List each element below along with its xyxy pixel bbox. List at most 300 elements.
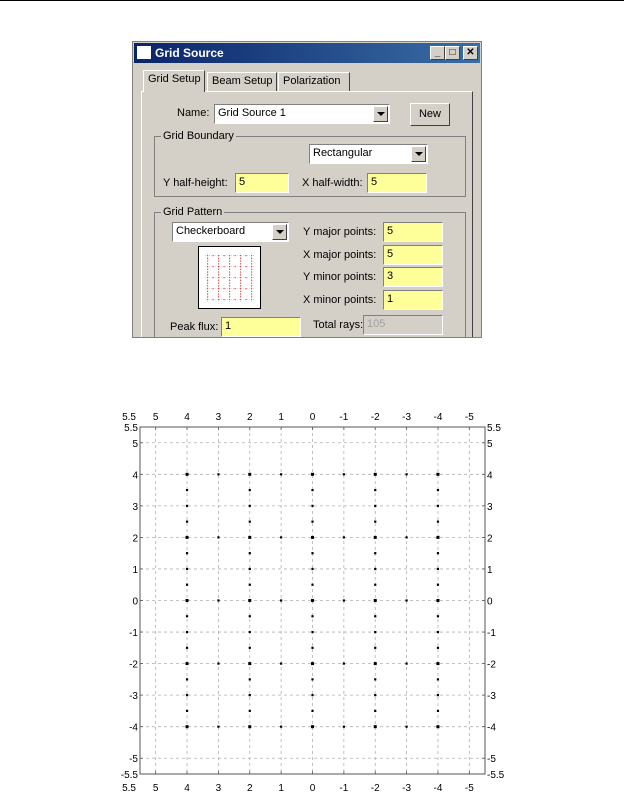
ray-point xyxy=(186,725,189,728)
y-tick-label-right: -5.5 xyxy=(487,770,505,781)
ray-point xyxy=(249,647,251,649)
ray-point xyxy=(374,568,376,570)
preview-point xyxy=(218,277,219,278)
ray-point xyxy=(405,473,407,475)
preview-point xyxy=(229,274,230,275)
app-icon xyxy=(137,46,151,59)
window-title: Grid Source xyxy=(155,46,224,60)
preview-point xyxy=(229,294,230,295)
ray-point xyxy=(186,584,188,586)
x-tick-label-top: -4 xyxy=(433,412,443,423)
preview-point xyxy=(229,272,230,273)
preview-point xyxy=(251,285,252,286)
preview-point xyxy=(235,277,236,278)
ray-point xyxy=(311,489,313,491)
ray-point xyxy=(405,599,407,601)
x-major-label: X major points: xyxy=(303,249,377,261)
ray-point xyxy=(343,473,345,475)
ray-point xyxy=(186,521,188,523)
preview-point xyxy=(207,291,208,292)
ray-point xyxy=(248,473,251,476)
preview-point xyxy=(240,285,241,286)
preview-point xyxy=(218,274,219,275)
preview-point xyxy=(240,274,241,275)
ray-point xyxy=(186,631,188,633)
y-half-height-label: Y half-height: xyxy=(163,177,228,189)
ray-point xyxy=(437,489,439,491)
y-tick-label-left: 5 xyxy=(132,438,138,450)
preview-point xyxy=(207,269,208,270)
ray-point xyxy=(374,599,377,602)
ray-point xyxy=(186,678,188,680)
ray-grid-plot xyxy=(110,405,520,797)
preview-point xyxy=(240,296,241,297)
preview-point xyxy=(251,294,252,295)
preview-point xyxy=(213,255,214,256)
ray-point xyxy=(343,536,345,538)
ray-point xyxy=(280,473,282,475)
x-tick-label-bottom: -2 xyxy=(370,783,380,794)
preview-point xyxy=(218,285,219,286)
tab-grid-setup[interactable]: Grid Setup xyxy=(143,70,205,92)
y-tick-label-right: 1 xyxy=(487,564,493,576)
ray-point xyxy=(217,599,219,601)
ray-point xyxy=(374,473,377,476)
ray-point xyxy=(374,662,377,665)
ray-point xyxy=(436,473,439,476)
x-tick-label-top: 4 xyxy=(184,412,190,423)
ray-point xyxy=(249,584,251,586)
x-tick-label-top: 2 xyxy=(246,412,253,423)
ray-point xyxy=(437,615,439,617)
preview-point xyxy=(224,255,225,256)
pattern-dropdown[interactable] xyxy=(172,222,289,242)
pattern-preview-graphic xyxy=(199,247,260,308)
x-tick-label-bottom: 5 xyxy=(152,783,159,794)
preview-point xyxy=(218,261,219,262)
ray-point xyxy=(437,678,439,680)
ray-point xyxy=(249,678,251,680)
x-tick-label-top: 3 xyxy=(215,412,222,423)
preview-point xyxy=(240,283,241,284)
preview-point xyxy=(224,288,225,289)
preview-point xyxy=(240,258,241,259)
x-tick-label-bottom: -4 xyxy=(433,783,443,794)
y-tick-label-left: -1 xyxy=(129,628,138,640)
y-tick-label-left: -5 xyxy=(129,754,138,766)
preview-point xyxy=(224,299,225,300)
y-tick-label-left: -3 xyxy=(129,691,138,703)
preview-point xyxy=(229,299,230,300)
ray-point xyxy=(249,505,251,507)
ray-point xyxy=(186,599,189,602)
ray-point xyxy=(311,599,314,602)
ray-point xyxy=(186,710,188,712)
x-tick-label-bottom: -1 xyxy=(339,783,349,794)
preview-point xyxy=(229,263,230,264)
preview-point xyxy=(235,266,236,267)
ray-point xyxy=(248,599,251,602)
preview-point xyxy=(235,255,236,256)
ray-point xyxy=(186,489,188,491)
preview-point xyxy=(207,288,208,289)
preview-point xyxy=(218,269,219,270)
x-tick-label-bottom: -5 xyxy=(464,783,474,794)
preview-point xyxy=(251,280,252,281)
preview-point xyxy=(218,258,219,259)
preview-point xyxy=(207,272,208,273)
preview-point xyxy=(251,261,252,262)
ray-point xyxy=(437,631,439,633)
ray-point xyxy=(311,678,313,680)
ray-point xyxy=(405,662,407,664)
preview-point xyxy=(229,255,230,256)
y-tick-label-left: 0 xyxy=(132,596,138,608)
ray-point xyxy=(437,568,439,570)
ray-point xyxy=(217,473,219,475)
x-tick-label-top: -1 xyxy=(339,412,349,423)
ray-point xyxy=(437,710,439,712)
ray-point xyxy=(374,505,376,507)
preview-point xyxy=(218,299,219,300)
ray-point xyxy=(437,521,439,523)
ray-point xyxy=(437,552,439,554)
y-tick-label-right: 5 xyxy=(487,438,493,450)
preview-point xyxy=(229,280,230,281)
preview-point xyxy=(235,288,236,289)
x-tick-label-bottom: 2 xyxy=(246,783,253,794)
y-tick-label-left: 4 xyxy=(132,470,138,482)
preview-point xyxy=(240,269,241,270)
ray-point xyxy=(437,505,439,507)
preview-point xyxy=(229,277,230,278)
name-value: Grid Source 1 xyxy=(218,107,286,119)
preview-point xyxy=(251,296,252,297)
ray-point xyxy=(186,536,189,539)
preview-point xyxy=(218,291,219,292)
preview-point xyxy=(229,285,230,286)
ray-point xyxy=(405,536,407,538)
preview-point xyxy=(246,288,247,289)
preview-point xyxy=(229,261,230,262)
y-tick-label-left: -5.5 xyxy=(120,770,138,781)
preview-point xyxy=(251,272,252,273)
preview-point xyxy=(240,261,241,262)
close-icon[interactable]: ✕ xyxy=(463,46,478,60)
y-tick-label-left: 3 xyxy=(132,501,138,513)
preview-point xyxy=(218,296,219,297)
preview-point xyxy=(224,277,225,278)
preview-point xyxy=(207,266,208,267)
preview-point xyxy=(251,291,252,292)
ray-point xyxy=(249,521,251,523)
ray-point xyxy=(343,599,345,601)
ray-point xyxy=(311,615,313,617)
y-tick-label-right: 5.5 xyxy=(487,423,501,434)
preview-point xyxy=(240,255,241,256)
preview-point xyxy=(229,258,230,259)
preview-point xyxy=(229,266,230,267)
preview-point xyxy=(240,294,241,295)
ray-point xyxy=(311,536,314,539)
ray-point xyxy=(374,521,376,523)
preview-point xyxy=(207,283,208,284)
preview-point xyxy=(207,255,208,256)
preview-point xyxy=(213,288,214,289)
ray-point xyxy=(311,521,313,523)
maximize-icon[interactable]: □ xyxy=(445,46,460,60)
ray-point xyxy=(311,725,314,728)
x-tick-label-bottom: 3 xyxy=(215,783,222,794)
y-tick-label-left: -4 xyxy=(129,722,138,734)
x-tick-label-bottom: 5.5 xyxy=(122,783,136,794)
ray-point xyxy=(249,631,251,633)
ray-point xyxy=(280,599,282,601)
x-tick-label-top: 1 xyxy=(278,412,284,423)
grid-source-window xyxy=(132,41,482,338)
x-tick-label-top: 0 xyxy=(309,412,316,423)
preview-point xyxy=(251,283,252,284)
preview-point xyxy=(218,288,219,289)
preview-point xyxy=(251,255,252,256)
y-tick-label-right: 2 xyxy=(487,533,493,545)
x-tick-label-bottom: 4 xyxy=(184,783,190,794)
preview-point xyxy=(218,272,219,273)
ray-point xyxy=(248,536,251,539)
ray-point xyxy=(249,552,251,554)
peak-flux-field[interactable]: 1 xyxy=(221,317,301,337)
ray-point xyxy=(311,694,313,696)
ray-point xyxy=(436,662,439,665)
preview-point xyxy=(240,277,241,278)
ray-point xyxy=(405,726,407,728)
ray-point xyxy=(186,568,188,570)
ray-point xyxy=(374,584,376,586)
ray-point xyxy=(311,631,313,633)
y-half-height-field[interactable]: 5 xyxy=(235,173,289,193)
name-label: Name: xyxy=(177,107,210,119)
preview-point xyxy=(229,269,230,270)
ray-point xyxy=(437,647,439,649)
new-button[interactable]: New xyxy=(410,103,450,126)
ray-point xyxy=(374,725,377,728)
x-minor-label: X minor points: xyxy=(303,294,377,306)
preview-point xyxy=(207,277,208,278)
ray-point xyxy=(374,647,376,649)
ray-point xyxy=(374,678,376,680)
preview-point xyxy=(240,291,241,292)
ray-point xyxy=(248,662,251,665)
preview-point xyxy=(251,258,252,259)
preview-point xyxy=(218,280,219,281)
x-tick-label-top: -2 xyxy=(370,412,380,423)
ray-point xyxy=(311,584,313,586)
preview-point xyxy=(240,272,241,273)
preview-point xyxy=(235,299,236,300)
total-rays-label: Total rays: xyxy=(313,319,364,331)
ray-point xyxy=(436,725,439,728)
y-tick-label-right: -3 xyxy=(487,691,496,703)
ray-point xyxy=(186,662,189,665)
minimize-icon[interactable]: _ xyxy=(430,46,445,60)
preview-point xyxy=(251,277,252,278)
preview-point xyxy=(240,299,241,300)
preview-point xyxy=(240,280,241,281)
ray-point xyxy=(280,536,282,538)
ray-point xyxy=(249,694,251,696)
y-minor-field[interactable]: 3 xyxy=(383,267,443,287)
x-tick-label-bottom: -3 xyxy=(402,783,412,794)
preview-point xyxy=(218,294,219,295)
grid-pattern-label: Grid Pattern xyxy=(163,206,223,218)
ray-point xyxy=(311,647,313,649)
ray-point xyxy=(186,505,188,507)
chevron-down-icon[interactable] xyxy=(373,106,388,122)
grid-boundary-group xyxy=(154,130,466,197)
ray-point xyxy=(249,710,251,712)
name-dropdown[interactable] xyxy=(214,104,390,124)
y-minor-label: Y minor points: xyxy=(303,271,377,283)
ray-point xyxy=(374,710,376,712)
x-major-field[interactable]: 5 xyxy=(383,245,443,265)
preview-point xyxy=(213,266,214,267)
ray-point xyxy=(374,552,376,554)
x-tick-label-bottom: 1 xyxy=(278,783,284,794)
ray-point xyxy=(186,473,189,476)
ray-point xyxy=(374,631,376,633)
y-tick-label-left: 2 xyxy=(132,533,138,545)
ray-point xyxy=(311,710,313,712)
peak-flux-label: Peak flux: xyxy=(170,321,219,333)
grid-boundary-label: Grid Boundary xyxy=(163,130,234,142)
grid-setup-panel xyxy=(141,91,473,338)
title-bar[interactable] xyxy=(134,43,480,63)
ray-point xyxy=(217,726,219,728)
preview-point xyxy=(251,266,252,267)
preview-point xyxy=(207,258,208,259)
ray-point xyxy=(374,694,376,696)
y-major-label: Y major points: xyxy=(303,226,377,238)
ray-point xyxy=(437,694,439,696)
preview-point xyxy=(207,285,208,286)
preview-point xyxy=(207,299,208,300)
preview-point xyxy=(207,261,208,262)
preview-point xyxy=(246,266,247,267)
tab-polarization[interactable]: Polarization xyxy=(278,72,350,91)
ray-point xyxy=(311,568,313,570)
tab-beam-setup[interactable]: Beam Setup xyxy=(207,72,277,91)
ray-point xyxy=(249,489,251,491)
preview-point xyxy=(251,299,252,300)
x-tick-label-bottom: 0 xyxy=(309,783,316,794)
ray-point xyxy=(217,662,219,664)
preview-point xyxy=(229,283,230,284)
ray-point xyxy=(311,662,314,665)
ray-point xyxy=(374,489,376,491)
x-tick-label-top: 5.5 xyxy=(122,412,136,423)
ray-point xyxy=(436,536,439,539)
y-tick-label-right: -4 xyxy=(487,722,496,734)
preview-point xyxy=(218,255,219,256)
preview-point xyxy=(207,263,208,264)
boundary-shape-dropdown[interactable] xyxy=(309,144,428,164)
preview-point xyxy=(207,274,208,275)
x-tick-label-top: -3 xyxy=(402,412,412,423)
preview-point xyxy=(240,266,241,267)
preview-point xyxy=(218,263,219,264)
x-half-width-field[interactable]: 5 xyxy=(367,173,427,193)
ray-point xyxy=(436,599,439,602)
x-minor-field[interactable]: 1 xyxy=(383,290,443,310)
y-major-field[interactable]: 5 xyxy=(383,222,443,242)
ray-point xyxy=(311,505,313,507)
grid-pattern-group xyxy=(154,206,466,338)
preview-point xyxy=(218,283,219,284)
y-tick-label-right: -2 xyxy=(487,659,496,671)
ray-point xyxy=(437,584,439,586)
ray-point xyxy=(186,647,188,649)
chevron-down-icon[interactable] xyxy=(272,224,287,240)
x-tick-label-top: -5 xyxy=(464,412,474,423)
chevron-down-icon[interactable] xyxy=(411,146,426,162)
page-top-rule xyxy=(0,0,624,1)
y-tick-label-left: -2 xyxy=(129,659,138,671)
preview-point xyxy=(246,255,247,256)
preview-point xyxy=(251,288,252,289)
x-tick-label-top: 5 xyxy=(152,412,159,423)
ray-point xyxy=(311,552,313,554)
preview-point xyxy=(240,288,241,289)
preview-point xyxy=(240,263,241,264)
preview-point xyxy=(251,269,252,270)
ray-point xyxy=(343,726,345,728)
preview-point xyxy=(251,274,252,275)
pattern-preview xyxy=(198,246,261,309)
y-tick-label-right: 0 xyxy=(487,596,493,608)
y-tick-label-right: -5 xyxy=(487,754,496,766)
total-rays-field: 105 xyxy=(363,315,443,335)
ray-point xyxy=(311,473,314,476)
ray-point xyxy=(186,552,188,554)
preview-point xyxy=(229,296,230,297)
y-tick-label-right: -1 xyxy=(487,628,496,640)
y-tick-label-left: 5.5 xyxy=(124,423,138,434)
preview-point xyxy=(251,263,252,264)
preview-point xyxy=(213,299,214,300)
preview-point xyxy=(246,299,247,300)
x-half-width-label: X half-width: xyxy=(302,177,363,189)
ray-point xyxy=(374,536,377,539)
ray-point xyxy=(280,726,282,728)
ray-point xyxy=(249,615,251,617)
ray-point xyxy=(217,536,219,538)
ray-point xyxy=(343,662,345,664)
y-tick-label-right: 3 xyxy=(487,501,493,513)
preview-point xyxy=(224,266,225,267)
ray-point xyxy=(248,725,251,728)
ray-point xyxy=(374,615,376,617)
ray-point xyxy=(280,662,282,664)
ray-point xyxy=(249,568,251,570)
preview-point xyxy=(207,296,208,297)
preview-point xyxy=(207,280,208,281)
y-tick-label-right: 4 xyxy=(487,470,493,482)
preview-point xyxy=(229,288,230,289)
ray-point xyxy=(186,615,188,617)
preview-point xyxy=(207,294,208,295)
boundary-shape-value: Rectangular xyxy=(313,147,373,159)
preview-point xyxy=(213,277,214,278)
